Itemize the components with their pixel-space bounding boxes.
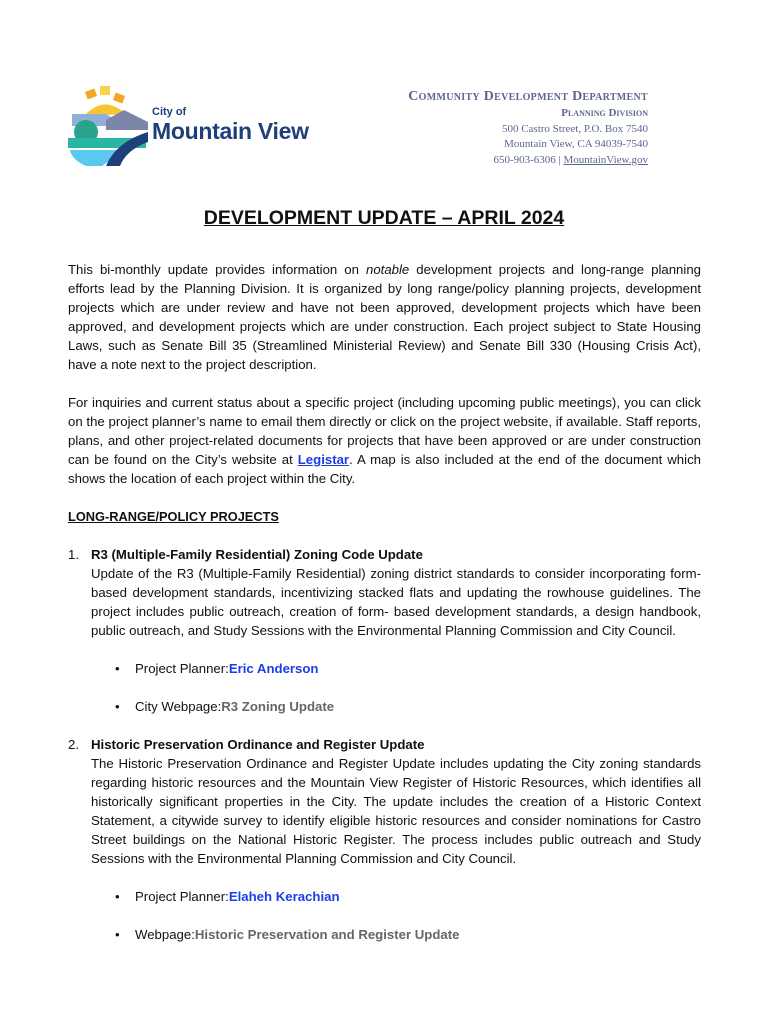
document-body [68,260,701,944]
letterhead [408,88,648,168]
page-title: DEVELOPMENT UPDATE – APRIL 2024 [203,207,565,229]
webpage-link[interactable]: R3 Zoning Update [221,699,335,714]
project-title: R3 (Multiple-Family Residential) Zoning Code Update [91,547,423,562]
phone: 650-903-6306 | [493,153,564,166]
city-logo-icon [66,86,148,166]
webpage-bullet: • Webpage: Historic Preservation and Register Update [115,927,460,942]
project-title: Historic Preservation Ordinance and Register Update [91,737,425,752]
project-item: 2. Historic Preservation Ordinance and Register Update The Historic Preservation Ordinance and Register Update includes updating the City zoning standards regarding historic resources and the Mountain View Register of Historic Resources, which identifies all historically significant properties in the City. The update includes the creation of a Historic Context Statement, a citywide survey to identify eligible historic resources and consider nominations for Castro Street buildings on the National Historic Register. The process includes public outreach and Study Sessions with the Environmental Planning Commission and City Council. [68,737,701,866]
department-name: Community Development Department [408,89,648,104]
project-description: Update of the R3 (Multiple-Family Residential) zoning district standards to consider incorporating form-based development standards, incentivizing stacked flats and updating the rowhouse guidelines. The project includes public outreach, creation of form- based development standards, a design handbook, public outreach, and Study Sessions with the Environmental Planning Commission and City Council. [91,566,701,638]
planner-bullet: • Project Planner: Eric Anderson [115,661,319,676]
section-heading: LONG-RANGE/POLICY PROJECTS [68,509,279,524]
logo-city-of: City of [152,106,187,118]
planner-link[interactable]: Eric Anderson [228,661,319,676]
intro-paragraph-1: This bi-monthly update provides information on notable development projects and long-range planning efforts lead by the Planning Division. It is organized by long range/policy planning projects, development projects which are under review and have not been approved, development projects which have been approved, and development projects which are under construction. Each project subject to State Housing Laws, such as Senate Bill 35 (Streamlined Ministerial Review) and Senate Bill 330 (Housing Crisis Act), have a note next to the project description. [68,262,701,372]
webpage-bullet: • City Webpage: R3 Zoning Update [115,699,335,714]
address-line-2: Mountain View, CA 94039-7540 [504,138,648,150]
intro-paragraph-2: For inquiries and current status about a specific project (including upcoming public meetings), you can click on the project planner’s name to email them directly or click on the project website, if available. Staff reports, plans, and other project-related documents for projects that have been approved or are under construction can be found on the City’s website at Legistar. A map is also included at the end of the document which shows the location of each project within the City. [68,395,702,486]
division-name: Planning Division [561,107,648,119]
city-logo [66,86,316,166]
webpage-link[interactable]: Historic Preservation and Register Update [194,927,460,942]
planner-link[interactable]: Elaheh Kerachian [228,889,340,904]
legistar-link[interactable]: Legistar [297,452,350,467]
website-link[interactable]: MountainView.gov [563,153,648,166]
logo-city-name: Mountain View [152,118,309,144]
project-item: 1. R3 (Multiple-Family Residential) Zoning Code Update Update of the R3 (Multiple-Family Residential) zoning district standards to consider incorporating form-based development standards, incentivizing stacked flats and updating the rowhouse guidelines. The project includes public outreach, creation of form- based development standards, a design handbook, public outreach, and Study Sessions with the Environmental Planning Commission and City Council. [68,547,701,638]
address-line-1: 500 Castro Street, P.O. Box 7540 [501,122,648,135]
project-description: The Historic Preservation Ordinance and Register Update includes updating the City zoning standards regarding historic resources and the Mountain View Register of Historic Resources, which identifies all historically significant properties in the City. The update includes the creation of a Historic Context Statement, a citywide survey to identify eligible historic resources and consider nominations for Castro Street buildings on the National Historic Register. The process includes public outreach and Study Sessions with the Environmental Planning Commission and City Council. [91,756,701,866]
planner-bullet: • Project Planner: Elaheh Kerachian [115,889,340,904]
